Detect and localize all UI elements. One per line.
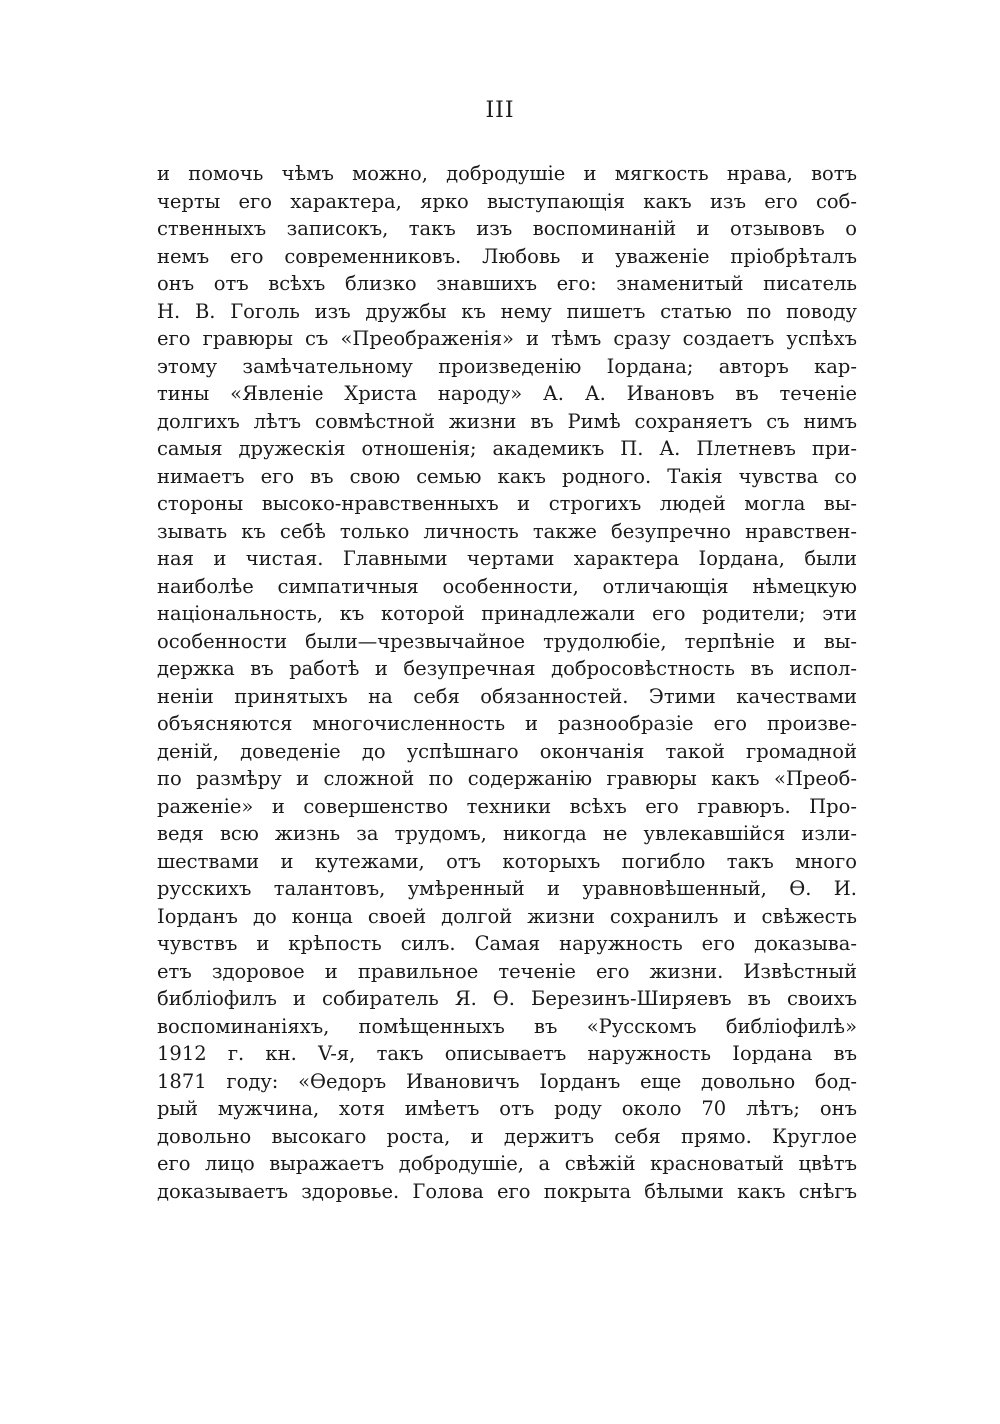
text-line: Іорданъ до конца своей долгой жизни сохранилъ и свѣжесть <box>157 904 857 928</box>
text-line: 1871 году: «Ѳедоръ Ивановичъ Іорданъ еще довольно бод- <box>157 1069 857 1093</box>
page-number: III <box>485 98 515 123</box>
text-line: этому замѣчательному произведенію Іордана; авторъ кар- <box>157 354 857 378</box>
text-line: и помочь чѣмъ можно, добродушіе и мягкость нрава, вотъ <box>157 162 857 185</box>
text-line: чувствъ и крѣпость силъ. Самая наружность его доказыва- <box>157 932 857 955</box>
text-line: особенности были—чрезвычайное трудолюбіе, терпѣніе и вы- <box>157 629 857 653</box>
text-line: 1912 г. кн. V-я, такъ описываетъ наружность Іордана въ <box>157 1042 857 1065</box>
text-line: наиболѣе симпатичныя особенности, отличающія нѣмецкую <box>157 574 857 598</box>
text-line: ственныхъ записокъ, такъ изъ воспоминаній и отзывовъ о <box>157 217 857 240</box>
text-line: раженіе» и совершенство техники всѣхъ его гравюръ. Про- <box>157 794 857 818</box>
text-line: етъ здоровое и правильное теченіе его жизни. Извѣстный <box>157 959 857 983</box>
text-line: его гравюры съ «Преображенія» и тѣмъ сразу создаетъ успѣхъ <box>157 327 857 350</box>
text-line: зывать къ себѣ только личность также безупречно нравствен- <box>157 519 857 543</box>
text-line: библіофилъ и собиратель Я. Ѳ. Березинъ-Ширяевъ въ своихъ <box>157 987 857 1010</box>
text-line: тины «Явленіе Христа народу» А. А. Ивановъ въ теченіе <box>157 382 857 405</box>
text-line: національность, къ которой принадлежали его родители; эти <box>157 602 857 625</box>
text-line: рый мужчина, хотя имѣетъ отъ роду около 70 лѣтъ; онъ <box>157 1097 857 1120</box>
text-line: по размѣру и сложной по содержанію гравюры какъ «Преоб- <box>157 767 857 790</box>
text-line: его лицо выражаетъ добродушіе, а свѣжій красноватый цвѣтъ <box>157 1152 857 1175</box>
text-line: довольно высокаго роста, и держитъ себя прямо. Круглое <box>157 1124 857 1148</box>
text-line: нимаетъ его въ свою семью какъ родного. Такія чувства со <box>157 464 857 488</box>
text-line: стороны высоко-нравственныхъ и строгихъ людей могла вы- <box>157 492 857 515</box>
text-line: доказываетъ здоровье. Голова его покрыта бѣлыми какъ снѣгъ <box>157 1179 857 1203</box>
text-line: воспоминаніяхъ, помѣщенныхъ въ «Русскомъ библіофилѣ» <box>157 1014 857 1038</box>
text-line: Н. В. Гоголь изъ дружбы къ нему пишетъ статью по поводу <box>157 299 857 323</box>
text-line: объясняются многочисленность и разнообразіе его произве- <box>157 712 857 735</box>
text-line: долгихъ лѣтъ совмѣстной жизни въ Римѣ сохраняетъ съ нимъ <box>157 409 857 433</box>
text-line: самыя дружескія отношенія; академикъ П. А. Плетневъ при- <box>157 437 857 460</box>
text-line: деній, доведеніе до успѣшнаго окончанія такой громадной <box>157 739 857 763</box>
text-line: ведя всю жизнь за трудомъ, никогда не увлекавшійся изли- <box>157 822 857 845</box>
text-line: онъ отъ всѣхъ близко знавшихъ его: знаменитый писатель <box>157 272 857 295</box>
text-line: неніи принятыхъ на себя обязанностей. Этими качествами <box>157 684 857 708</box>
text-line: шествами и кутежами, отъ которыхъ погибло такъ много <box>157 849 857 873</box>
text-line: немъ его современниковъ. Любовь и уваженіе пріобрѣталъ <box>157 244 857 268</box>
text-line: русскихъ талантовъ, умѣренный и уравновѣшенный, Ѳ. И. <box>157 877 857 900</box>
text-line: держка въ работѣ и безупречная добросовѣстность въ испол- <box>157 657 857 680</box>
body-text <box>157 160 857 1205</box>
text-line: ная и чистая. Главными чертами характера Іордана, были <box>157 547 857 570</box>
text-line: черты его характера, ярко выступающія какъ изъ его соб- <box>157 189 857 213</box>
